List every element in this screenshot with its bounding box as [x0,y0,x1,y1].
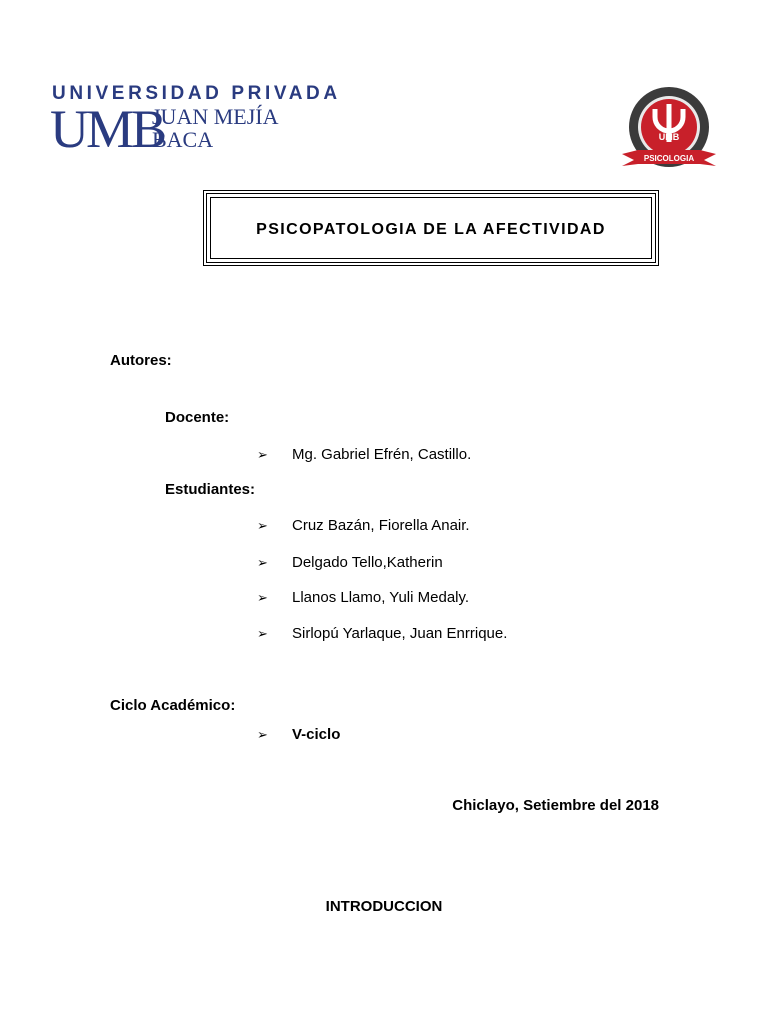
bullet-icon: ➢ [257,727,268,742]
document-title: PSICOPATOLOGIA DE LA AFECTIVIDAD [256,221,606,238]
university-label: UNIVERSIDAD PRIVADA [52,83,341,104]
university-name-line2: BACA [152,127,214,152]
student-name: Cruz Bazán, Fiorella Anair. [292,517,470,534]
university-name-line1: JUAN MEJÍA [152,104,279,129]
bullet-icon: ➢ [257,590,268,605]
cycle-value: V-ciclo [292,726,341,743]
place-date: Chiclayo, Setiembre del 2018 [452,797,659,814]
university-logo-name [152,105,279,151]
student-name: Sirlopú Yarlaque, Juan Enrrique. [292,625,508,642]
seal-umb-text: UMB [658,132,680,142]
bullet-icon: ➢ [257,626,268,641]
teacher-name: Mg. Gabriel Efrén, Castillo. [292,446,472,463]
teacher-label: Docente: [165,409,230,426]
authors-label: Autores: [110,352,172,369]
student-name: Delgado Tello,Katherin [292,554,443,571]
title-box [203,190,659,266]
students-label: Estudiantes: [165,481,256,498]
psychology-seal-logo [618,84,720,176]
bullet-icon: ➢ [257,518,268,533]
student-name: Llanos Llamo, Yuli Medaly. [292,589,470,606]
university-logo-abbr: UMB [50,99,165,159]
bullet-icon: ➢ [257,447,268,462]
bullet-icon: ➢ [257,555,268,570]
cycle-label: Ciclo Académico: [110,697,236,714]
section-heading: INTRODUCCION [325,898,443,915]
seal-ribbon-text: PSICOLOGIA [643,154,695,163]
